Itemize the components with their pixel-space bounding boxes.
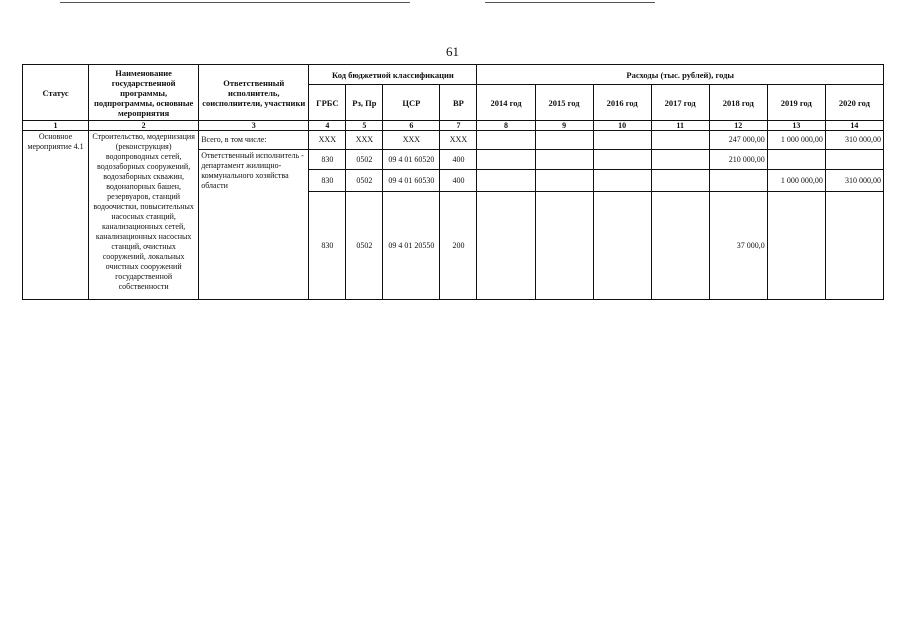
col-number: 14 <box>825 121 883 131</box>
grbs-cell: 830 <box>309 170 346 192</box>
amount-2019: 1 000 000,00 <box>767 170 825 192</box>
amount-2017 <box>651 170 709 192</box>
page-number: 61 <box>446 44 459 59</box>
amount-2019 <box>767 192 825 300</box>
amount-2019 <box>767 150 825 170</box>
header-year-2019: 2019 год <box>767 85 825 121</box>
header-expenses: Расходы (тыс. рублей), годы <box>477 65 884 85</box>
table-row <box>23 131 884 150</box>
amount-2017 <box>651 192 709 300</box>
grbs-cell: XXX <box>309 131 346 150</box>
amount-2020: 310 000,00 <box>825 170 883 192</box>
header-budget-code: Код бюджетной классификации <box>309 65 477 85</box>
amount-2014 <box>477 170 535 192</box>
col-number: 12 <box>709 121 767 131</box>
amount-2018 <box>709 170 767 192</box>
csr-cell: 09 4 01 60530 <box>383 170 440 192</box>
header-year-2020: 2020 год <box>825 85 883 121</box>
vr-cell: 400 <box>440 170 477 192</box>
header-rzpr: Рз, Пр <box>346 85 383 121</box>
vr-cell: XXX <box>440 131 477 150</box>
event-name-text: Строительство, модернизация (реконструкция) водопроводных сетей, водозаборных сооружений, водозаборных скважин, водонапорных башен, резервуаров, станций водоочистки, повысительных насосных станций, канализационных сетей, канализационных насосных станций, очистных сооружений, локальных очистных сооружений государственной собственности <box>92 132 195 291</box>
header-vr: ВР <box>440 85 477 121</box>
vr-cell: 400 <box>440 150 477 170</box>
col-number: 3 <box>199 121 309 131</box>
top-border-line-right <box>485 2 655 3</box>
col-number: 4 <box>309 121 346 131</box>
amount-2020: 310 000,00 <box>825 131 883 150</box>
col-number: 5 <box>346 121 383 131</box>
amount-2014 <box>477 131 535 150</box>
responsible-total: Всего, в том числе: <box>199 131 309 150</box>
amount-2018: 210 000,00 <box>709 150 767 170</box>
amount-2015 <box>535 192 593 300</box>
amount-2018: 37 000,0 <box>709 192 767 300</box>
header-name: Наименование государственной программы, подпрограммы, основные мероприятия <box>89 65 199 121</box>
rzpr-cell: 0502 <box>346 192 383 300</box>
amount-2019: 1 000 000,00 <box>767 131 825 150</box>
amount-2017 <box>651 131 709 150</box>
header-year-2015: 2015 год <box>535 85 593 121</box>
header-csr: ЦСР <box>383 85 440 121</box>
budget-table <box>22 64 884 300</box>
column-number-row <box>23 121 884 131</box>
amount-2016 <box>593 192 651 300</box>
header-responsible: Ответственный исполнитель, соисполнители, участники <box>199 65 309 121</box>
header-year-2018: 2018 год <box>709 85 767 121</box>
amount-2018: 247 000,00 <box>709 131 767 150</box>
status-cell: Основное мероприятие 4.1 <box>23 131 89 300</box>
header-year-2014: 2014 год <box>477 85 535 121</box>
grbs-cell: 830 <box>309 150 346 170</box>
amount-2014 <box>477 192 535 300</box>
csr-cell: 09 4 01 60520 <box>383 150 440 170</box>
grbs-cell: 830 <box>309 192 346 300</box>
amount-2016 <box>593 170 651 192</box>
csr-cell: 09 4 01 20550 <box>383 192 440 300</box>
top-border-line-left <box>60 2 410 3</box>
col-number: 10 <box>593 121 651 131</box>
amount-2015 <box>535 131 593 150</box>
col-number: 2 <box>89 121 199 131</box>
col-number: 1 <box>23 121 89 131</box>
header-grbs: ГРБС <box>309 85 346 121</box>
col-number: 11 <box>651 121 709 131</box>
col-number: 7 <box>440 121 477 131</box>
col-number: 9 <box>535 121 593 131</box>
header-status: Статус <box>23 65 89 121</box>
amount-2020 <box>825 150 883 170</box>
rzpr-cell: 0502 <box>346 150 383 170</box>
rzpr-cell: 0502 <box>346 170 383 192</box>
amount-2015 <box>535 150 593 170</box>
csr-cell: XXX <box>383 131 440 150</box>
amount-2015 <box>535 170 593 192</box>
col-number: 8 <box>477 121 535 131</box>
amount-2020 <box>825 192 883 300</box>
rzpr-cell: XXX <box>346 131 383 150</box>
amount-2014 <box>477 150 535 170</box>
col-number: 6 <box>383 121 440 131</box>
header-year-2016: 2016 год <box>593 85 651 121</box>
col-number: 13 <box>767 121 825 131</box>
responsible-executor: Ответственный исполнитель - департамент жилищно-коммунального хозяйства области <box>199 150 309 300</box>
amount-2016 <box>593 131 651 150</box>
event-name-cell <box>89 131 199 300</box>
amount-2016 <box>593 150 651 170</box>
header-year-2017: 2017 год <box>651 85 709 121</box>
vr-cell: 200 <box>440 192 477 300</box>
amount-2017 <box>651 150 709 170</box>
